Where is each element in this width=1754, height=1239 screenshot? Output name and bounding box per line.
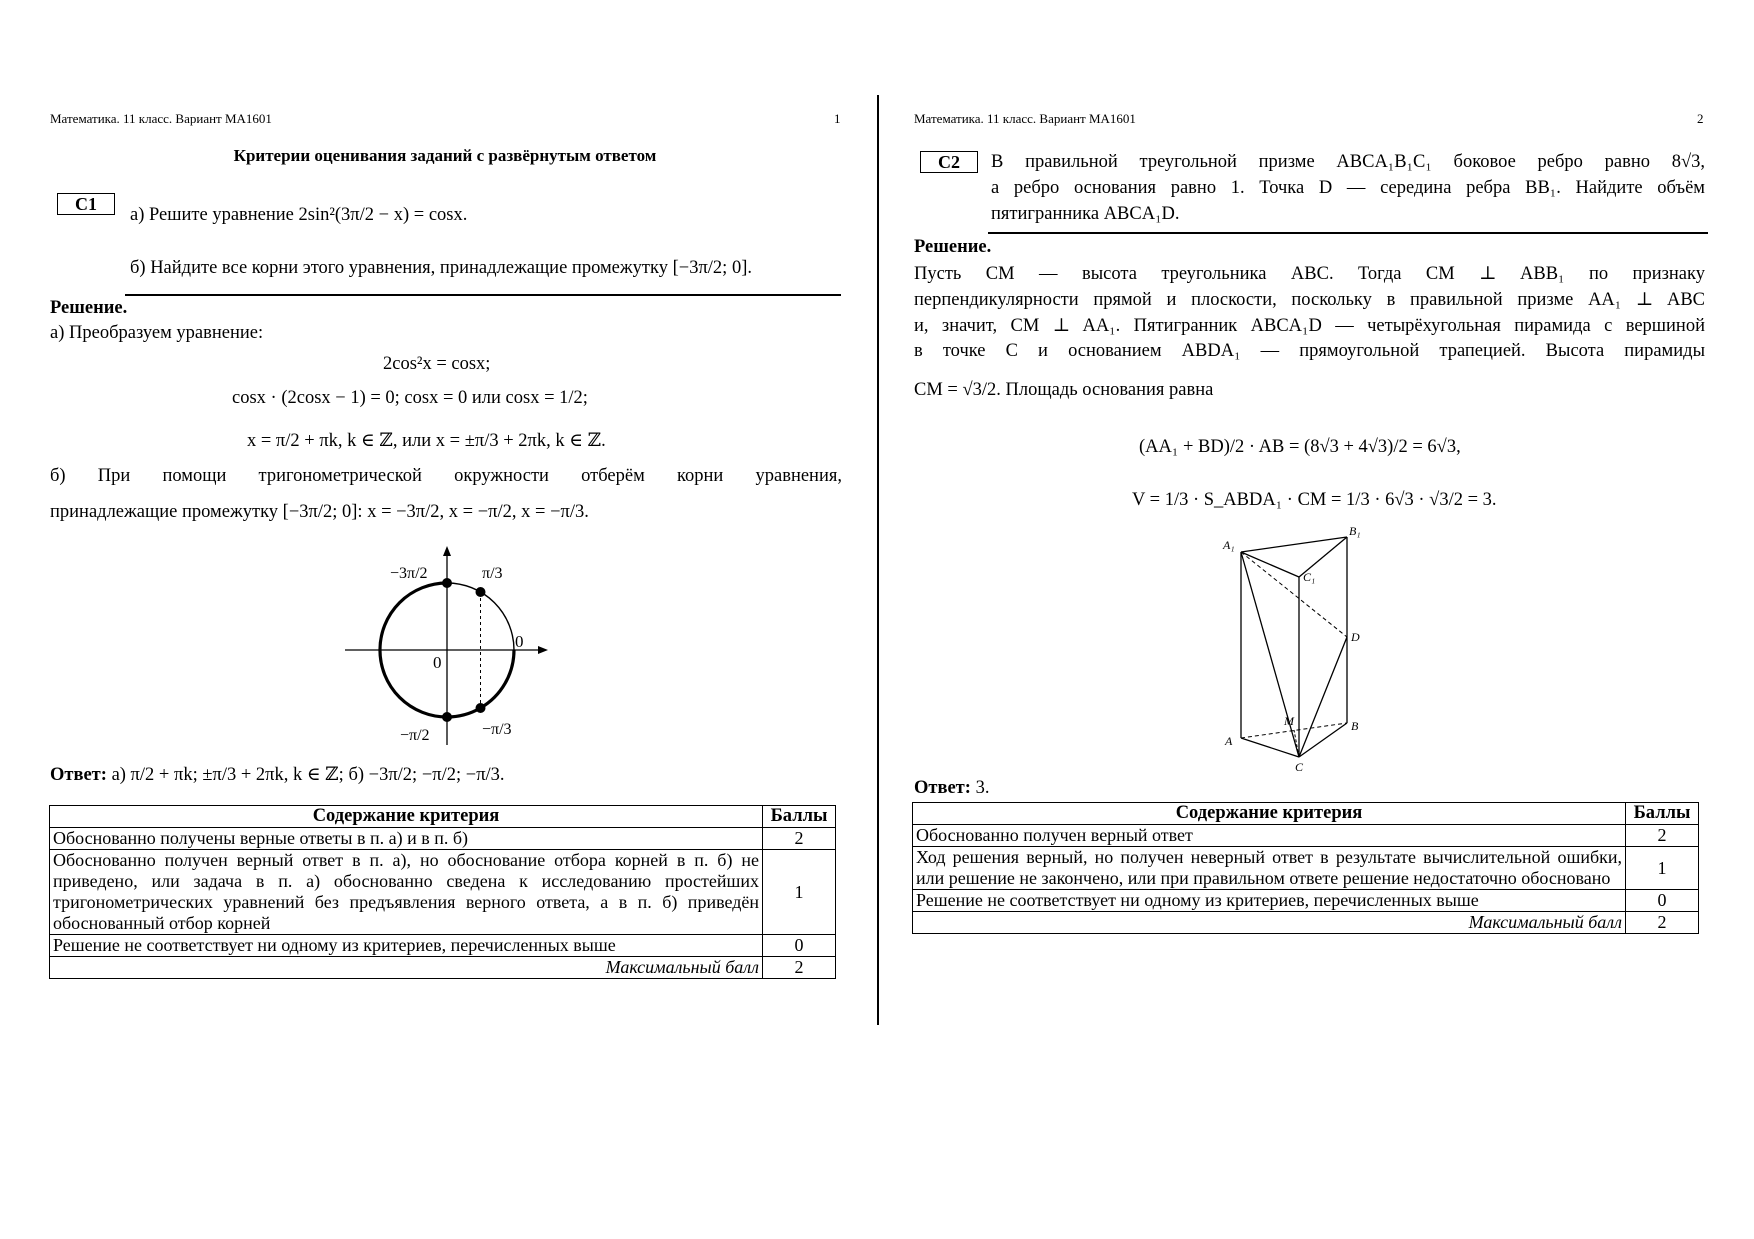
- row-points: 0: [1626, 890, 1699, 912]
- task-underline: [125, 294, 841, 296]
- max-label: Максимальный балл: [913, 912, 1626, 934]
- solution-line-1: Пусть CM — высота треугольника ABC. Тогда CM ⊥ ABB₁ по признаку: [914, 264, 1705, 284]
- table-row: [913, 890, 1699, 912]
- row-points: 1: [1626, 847, 1699, 890]
- row-points: 2: [1626, 825, 1699, 847]
- answer-text: 3.: [975, 778, 990, 798]
- label-c1: C₁: [1303, 570, 1316, 584]
- task-part-a: а) Решите уравнение 2sin²(3π/2 − x) = cosx.: [130, 205, 468, 225]
- task-label: C1: [57, 193, 115, 215]
- row-text: Обоснованно получен верный ответ: [913, 825, 1626, 847]
- edge-a1-d-hidden: [1241, 552, 1347, 637]
- row-text: Решение не соответствует ни одному из критериев, перечисленных выше: [913, 890, 1626, 912]
- point-top: [442, 578, 452, 588]
- answer-line: [914, 778, 989, 799]
- max-label: Максимальный балл: [50, 957, 763, 979]
- max-points: 2: [1626, 912, 1699, 934]
- table-header-row: [913, 803, 1699, 825]
- task-line-2: а ребро основания равно 1. Точка D — середина ребра BB₁. Найдите объём: [991, 178, 1705, 198]
- solution-heading: Решение.: [50, 298, 128, 318]
- label-m: M: [1284, 714, 1294, 728]
- label-center: 0: [433, 653, 442, 672]
- label-a1: A₁: [1223, 538, 1235, 552]
- header-points: Баллы: [1626, 803, 1699, 825]
- label-right: 0: [515, 632, 524, 651]
- y-axis-arrow: [443, 546, 451, 556]
- x-axis-arrow: [538, 646, 548, 654]
- solution-b-line-2: принадлежащие промежутку [−3π/2; 0]: x = −3π/2, x = −π/2, x = −π/3.: [50, 502, 589, 522]
- table-row: [50, 935, 836, 957]
- edge-a-c: [1241, 738, 1299, 757]
- trig-circle-figure: [330, 540, 570, 760]
- page-number: 1: [834, 111, 841, 126]
- page-title: Критерии оценивания заданий с развёрнутым ответом: [233, 146, 657, 165]
- table-header-row: [50, 806, 836, 828]
- row-text: Ход решения верный, но получен неверный ответ в результате вычислительной ошибки, или решение не закончено, или при правильном ответе решение недостаточно обосновано: [913, 847, 1626, 890]
- table-max-row: [50, 957, 836, 979]
- bottom-arc-thick: [447, 708, 481, 717]
- point-bottom: [442, 712, 452, 722]
- table-row: [50, 850, 836, 935]
- answer-text: а) π/2 + πk; ±π/3 + 2πk, k ∈ ℤ; б) −3π/2; −π/2; −π/3.: [111, 765, 505, 785]
- point-pi-3: [476, 587, 486, 597]
- page-right: [877, 0, 1754, 1239]
- edge-a1-c1: [1241, 552, 1299, 577]
- solution-line-4: в точке C и основанием ABDA₁ — прямоугольной трапецией. Высота пирамиды: [914, 341, 1705, 361]
- criteria-table: [912, 802, 1699, 934]
- label-b1: B₁: [1349, 525, 1361, 538]
- max-points: 2: [763, 957, 836, 979]
- answer-line: [50, 764, 505, 786]
- table-max-row: [913, 912, 1699, 934]
- answer-label: Ответ:: [50, 765, 107, 785]
- label-a: A: [1225, 734, 1233, 748]
- row-text: Обоснованно получены верные ответы в п. а) и в п. б): [50, 828, 763, 850]
- task-line-1: В правильной треугольной призме ABCA₁B₁C₁ боковое ребро равно 8√3,: [991, 152, 1705, 172]
- formula-area: (AA₁ + BD)/2 · AB = (8√3 + 4√3)/2 = 6√3,: [1139, 437, 1461, 457]
- label-top-right: π/3: [482, 565, 503, 582]
- label-top: −3π/2: [390, 565, 428, 582]
- table-row: [913, 825, 1699, 847]
- table-row: [913, 847, 1699, 890]
- solution-line-2: перпендикулярности прямой и плоскости, поскольку в правильной призме AA₁ ⊥ ABC: [914, 290, 1705, 310]
- running-head: Математика. 11 класс. Вариант МА1601: [50, 111, 272, 126]
- solution-a-intro: а) Преобразуем уравнение:: [50, 323, 264, 343]
- label-bottom-right: −π/3: [482, 721, 512, 738]
- row-points: 0: [763, 935, 836, 957]
- answer-label: Ответ:: [914, 778, 971, 798]
- prism-figure: [1217, 525, 1397, 775]
- edge-c-d: [1299, 637, 1347, 757]
- equation-2: cosx · (2cosx − 1) = 0; cosx = 0 или cosx = 1/2;: [232, 388, 588, 408]
- formula-volume: V = 1/3 · S_ABDA₁ · CM = 1/3 · 6√3 · √3/2 = 3.: [1132, 490, 1497, 510]
- row-points: 2: [763, 828, 836, 850]
- task-underline: [988, 232, 1708, 234]
- solution-heading: Решение.: [914, 237, 992, 257]
- right-arc-thick: [481, 650, 515, 708]
- label-b: B: [1351, 719, 1359, 733]
- header-content: Содержание критерия: [913, 803, 1626, 825]
- task-label: C2: [920, 151, 978, 173]
- label-bottom: −π/2: [400, 727, 430, 744]
- solution-line-3: и, значит, CM ⊥ AA₁. Пятигранник ABCA₁D — четырёхугольная пирамида с вершиной: [914, 316, 1705, 336]
- header-points: Баллы: [763, 806, 836, 828]
- label-c: C: [1295, 760, 1304, 774]
- solution-line-5: CM = √3/2. Площадь основания равна: [914, 380, 1214, 400]
- table-row: [50, 828, 836, 850]
- task-part-b: б) Найдите все корни этого уравнения, принадлежащие промежутку [−3π/2; 0].: [130, 258, 752, 278]
- task-line-3: пятигранника ABCA₁D.: [991, 204, 1180, 224]
- row-text: Решение не соответствует ни одному из критериев, перечисленных выше: [50, 935, 763, 957]
- solution-b-line-1: б) При помощи тригонометрической окружности отберём корни уравнения,: [50, 466, 842, 486]
- criteria-table: [49, 805, 836, 979]
- running-head: Математика. 11 класс. Вариант МА1601: [914, 111, 1136, 126]
- row-text: Обоснованно получен верный ответ в п. а), но обоснование отбора корней в п. б) не приведено, или задача в п. а) обоснованно сведена к исследованию простейших тригонометрических уравнений без предъявления верного ответа, а в п. б) приведён обоснованный отбор корней: [50, 850, 763, 935]
- page-number: 2: [1697, 111, 1704, 126]
- label-d: D: [1351, 630, 1360, 644]
- equation-1: 2cos²x = cosx;: [383, 354, 491, 374]
- equation-3: x = π/2 + πk, k ∈ ℤ, или x = ±π/3 + 2πk, k ∈ ℤ.: [247, 431, 606, 451]
- row-points: 1: [763, 850, 836, 935]
- point-minus-pi-3: [476, 703, 486, 713]
- header-content: Содержание критерия: [50, 806, 763, 828]
